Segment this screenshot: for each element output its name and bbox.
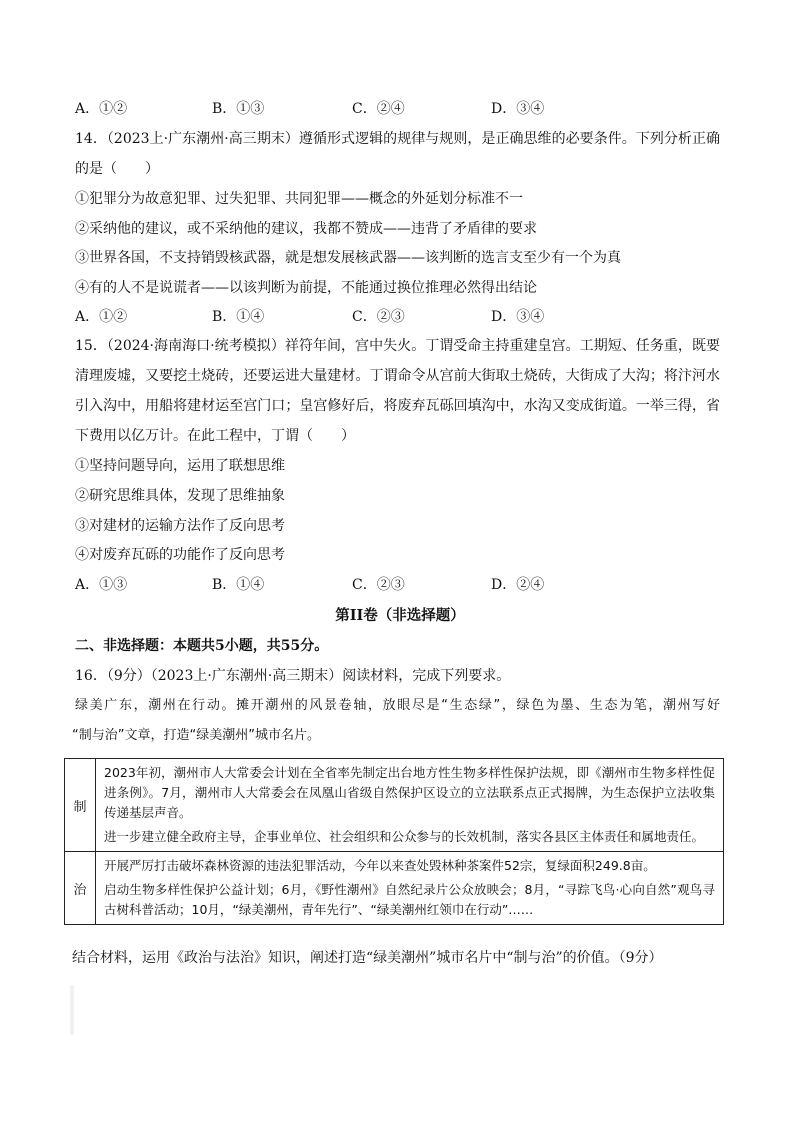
section-heading: 二、非选择题：本题共5小题，共55分。 — [75, 638, 329, 654]
section-title: 第II卷（非选择题） — [335, 607, 465, 624]
material-paragraph: 启动生物多样性保护公益计划；6月，《野性潮州》自然纪录片公众放映会；8月，“寻踪飞鸟·心向自然”观鸟寻古树科普活动；10月，“绿美潮州，青年先行”、“绿美潮州红领巾在行动”…… — [104, 882, 715, 917]
q14-option-a: A．①② — [75, 309, 128, 325]
q15-option-d: D．②④ — [491, 577, 545, 593]
q16-intro-line2: “制与治”文章，打造“绿美潮州”城市名片。 — [72, 728, 320, 743]
q14-item-3: ③世界各国，不支持销毁核武器，就是想发展核武器——该判断的选言支至少有一个为真 — [75, 250, 621, 266]
q14-options — [75, 307, 725, 327]
q15-item-2: ②研究思维具体，发现了思维抽象 — [75, 488, 285, 504]
material-paragraph: 2023年初，潮州市人大常委会计划在全省率先制定出台地方性生物多样性保护法规，即《潮州市生物多样性促进条例》。7月，潮州市人大常委会在凤凰山省级自然保护区设立的立法联系点正式揭牌，为生态保护立法收集传递基层声音。 — [104, 765, 715, 820]
table-row-zhi-law — [65, 759, 724, 852]
material-table — [64, 758, 724, 925]
q15-option-a: A．①③ — [75, 577, 128, 593]
row-body-zhi-govern — [96, 852, 724, 925]
table-row-zhi-govern — [65, 852, 724, 925]
q13-option-a: A．①② — [75, 101, 128, 117]
row-head-zhi-law: 制 — [65, 759, 96, 852]
q15-option-c: C．②③ — [352, 577, 405, 593]
q13-options — [75, 99, 725, 119]
q13-option-c: C．②④ — [352, 101, 405, 117]
q16-intro-line1: 绿美广东，潮州在行动。摊开潮州的风景卷轴，放眼尽是“生态绿”，绿色为墨、生态为笔，潮州写好 — [75, 698, 720, 713]
q16-stem: 16．（9分）（2023上·广东潮州·高三期末）阅读材料，完成下列要求。 — [75, 668, 511, 684]
q15-stem-line4: 下费用以亿万计。在此工程中，丁谓（ ） — [75, 428, 355, 444]
material-paragraph: 进一步建立健全政府主导，企事业单位、社会组织和公众参与的长效机制，落实各县区主体责任和属地责任。 — [104, 829, 705, 844]
q15-item-4: ④对废弃瓦砾的功能作了反向思考 — [75, 547, 285, 563]
q15-stem-line2: 清理废墟，又要挖土烧砖，还要运进大量建材。丁谓命令从宫前大街取土烧砖，大街成了大沟；将汴河水 — [75, 368, 720, 384]
q13-option-d: D．③④ — [491, 101, 545, 117]
q14-option-c: C．②③ — [352, 309, 405, 325]
q14-item-2: ②采纳他的建议，或不采纳他的建议，我都不赞成——违背了矛盾律的要求 — [75, 221, 537, 237]
q14-option-b: B．①④ — [212, 309, 265, 325]
q15-item-3: ③对建材的运输方法作了反向思考 — [75, 518, 285, 534]
q14-stem-line2: 的是（ ） — [75, 161, 159, 177]
q14-option-d: D．③④ — [491, 309, 545, 325]
q15-option-b: B．①④ — [212, 577, 265, 593]
q14-item-1: ①犯罪分为故意犯罪、过失犯罪、共同犯罪——概念的外延划分标准不一 — [75, 191, 523, 207]
q14-item-4: ④有的人不是说谎者——以该判断为前提，不能通过换位推理必然得出结论 — [75, 280, 537, 296]
q16-question: 结合材料，运用《政治与法治》知识，阐述打造“绿美潮州”城市名片中“制与治”的价值。（9分） — [72, 950, 663, 966]
q15-stem-line3: 引入沟中，用船将建材运至宫门口；皇宫修好后，将废弃瓦砾回填沟中，水沟又变成街道。一举三得，省 — [75, 398, 720, 414]
material-paragraph: 开展严厉打击破坏森林资源的违法犯罪活动，今年以来查处毁林种茶案件52宗，复绿面积249.8亩。 — [104, 858, 656, 873]
q15-item-1: ①坚持问题导向，运用了联想思维 — [75, 458, 285, 474]
q13-option-b: B．①③ — [212, 101, 265, 117]
q14-stem-line1: 14．（2023上·广东潮州·高三期末）遵循形式逻辑的规律与规则，是正确思维的必要条件。下列分析正确 — [75, 131, 720, 147]
q15-options — [75, 575, 725, 595]
row-head-zhi-govern: 治 — [65, 852, 96, 925]
row-body-zhi-law — [96, 759, 724, 852]
q15-stem-line1: 15．（2024·海南海口·统考模拟）祥符年间，宫中失火。丁谓受命主持重建皇宫。工期短、任务重，既要 — [75, 338, 720, 354]
scan-artifact — [70, 985, 74, 1035]
